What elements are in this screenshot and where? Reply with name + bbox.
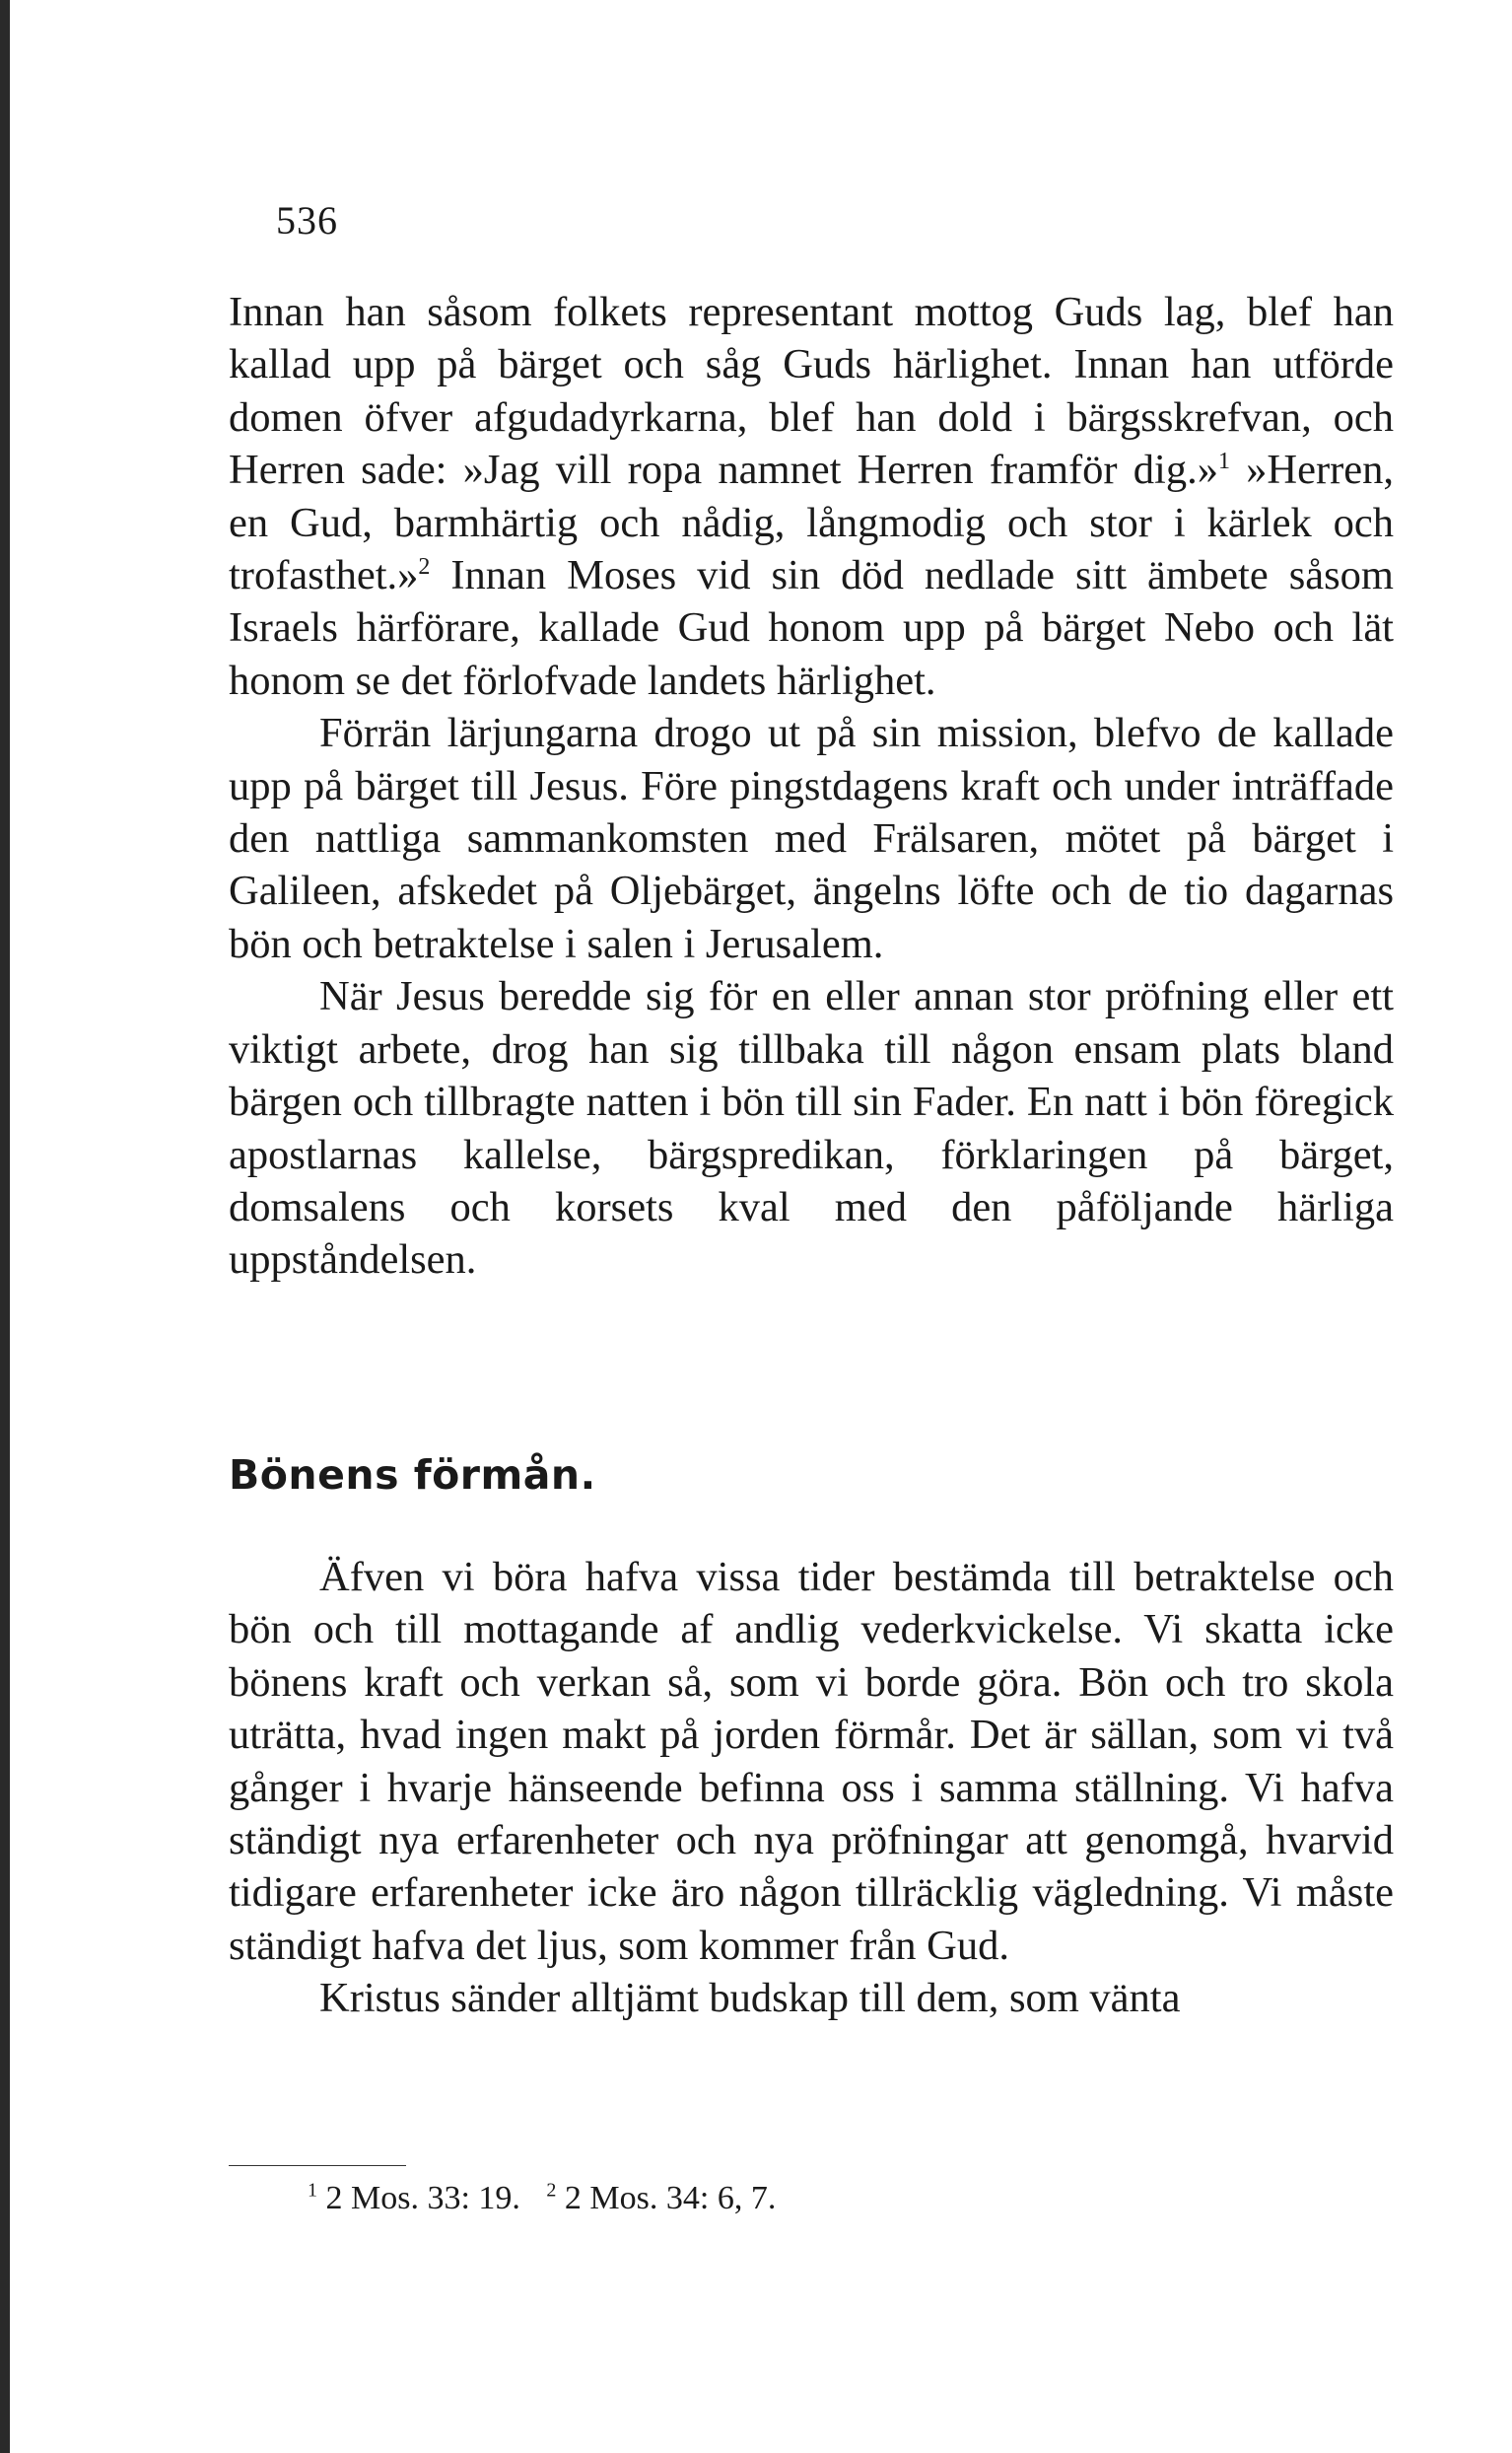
footnote-1-mark: 1 bbox=[308, 2179, 317, 2202]
section-text-block bbox=[229, 1551, 1394, 2025]
paragraph-3: När Jesus beredde sig för en eller annan stor pröfning eller ett viktigt arbete, drog han sig tillbaka till någon ensam plats bland bärgen och tillbragte natten i bön till sin Fader. En natt i bön föregick apostlarnas kallelse, bärgspredikan, förklaringen på bärget, domsalens och korsets kval med den påföljande härliga uppståndelsen. bbox=[229, 973, 1394, 1284]
footnote-2-text: 2 Mos. 34: 6, 7. bbox=[564, 2180, 777, 2216]
footnote-divider bbox=[229, 2165, 406, 2166]
paragraph-1 bbox=[229, 286, 1394, 707]
paragraph-4: Äfven vi böra hafva vissa tider bestämda till betraktelse och bön och till mottagande af andlig vederkvickelse. Vi skatta icke bönens kraft och verkan så, som vi borde göra. Bön och tro skola uträtta, hvad ingen makt på jorden förmår. Det är sällan, som vi två gånger i hvarje hänseende befinna oss i samma ställning. Vi hafva ständigt nya erfarenheter och nya pröfningar att genomgå, hvarvid tidigare erfarenheter icke äro någon tillräcklig vägledning. Vi måste ständigt hafva det ljus, som kommer från Gud. bbox=[229, 1554, 1394, 1969]
footnote-ref-2: 2 bbox=[418, 553, 431, 580]
paragraph-2: Förrän lärjungarna drogo ut på sin mission, blefvo de kallade upp på bärget till Jesus. Före pingstdagens kraft och under inträffade den nattliga sammankomsten med Frälsaren, mötet på bärget i Galileen, afskedet på Oljebärget, ängelns löfte och de tio dagarnas bön och betraktelse i salen i Jerusalem. bbox=[229, 710, 1394, 967]
paragraph-1-text-a: Innan han såsom folkets representant mottog Guds lag, blef han kallad upp på bärget och såg Guds härlighet. Innan han utförde domen öfver afgudadyrkarna, blef han dold i bärgsskrefvan, och Herren sade: »Jag vill ropa namnet Herren framför dig.» bbox=[229, 289, 1394, 494]
page-binding-edge bbox=[0, 0, 10, 2453]
paragraph-1-text-b: »Herren, en Gud, barmhärtig och nådig, långmodig och stor i kärlek och trofasthet.» bbox=[229, 447, 1394, 599]
footnote-1-text: 2 Mos. 33: 19. bbox=[325, 2180, 520, 2216]
footnote-ref-1: 1 bbox=[1217, 449, 1230, 475]
paragraph-1-text-c: Innan Moses vid sin död nedlade sitt ämbete såsom Israels härförare, kallade Gud honom upp på bärget Nebo och lät honom se det förlofvade landets härlighet. bbox=[229, 552, 1394, 704]
footnotes bbox=[308, 2177, 776, 2220]
page-number: 536 bbox=[276, 198, 338, 243]
footnote-2-mark: 2 bbox=[546, 2179, 557, 2202]
section-heading: Bönens förmån. bbox=[229, 1451, 596, 1499]
paragraph-5: Kristus sänder alltjämt budskap till dem, som vänta bbox=[319, 1975, 1181, 2022]
main-text-block bbox=[229, 286, 1394, 1287]
